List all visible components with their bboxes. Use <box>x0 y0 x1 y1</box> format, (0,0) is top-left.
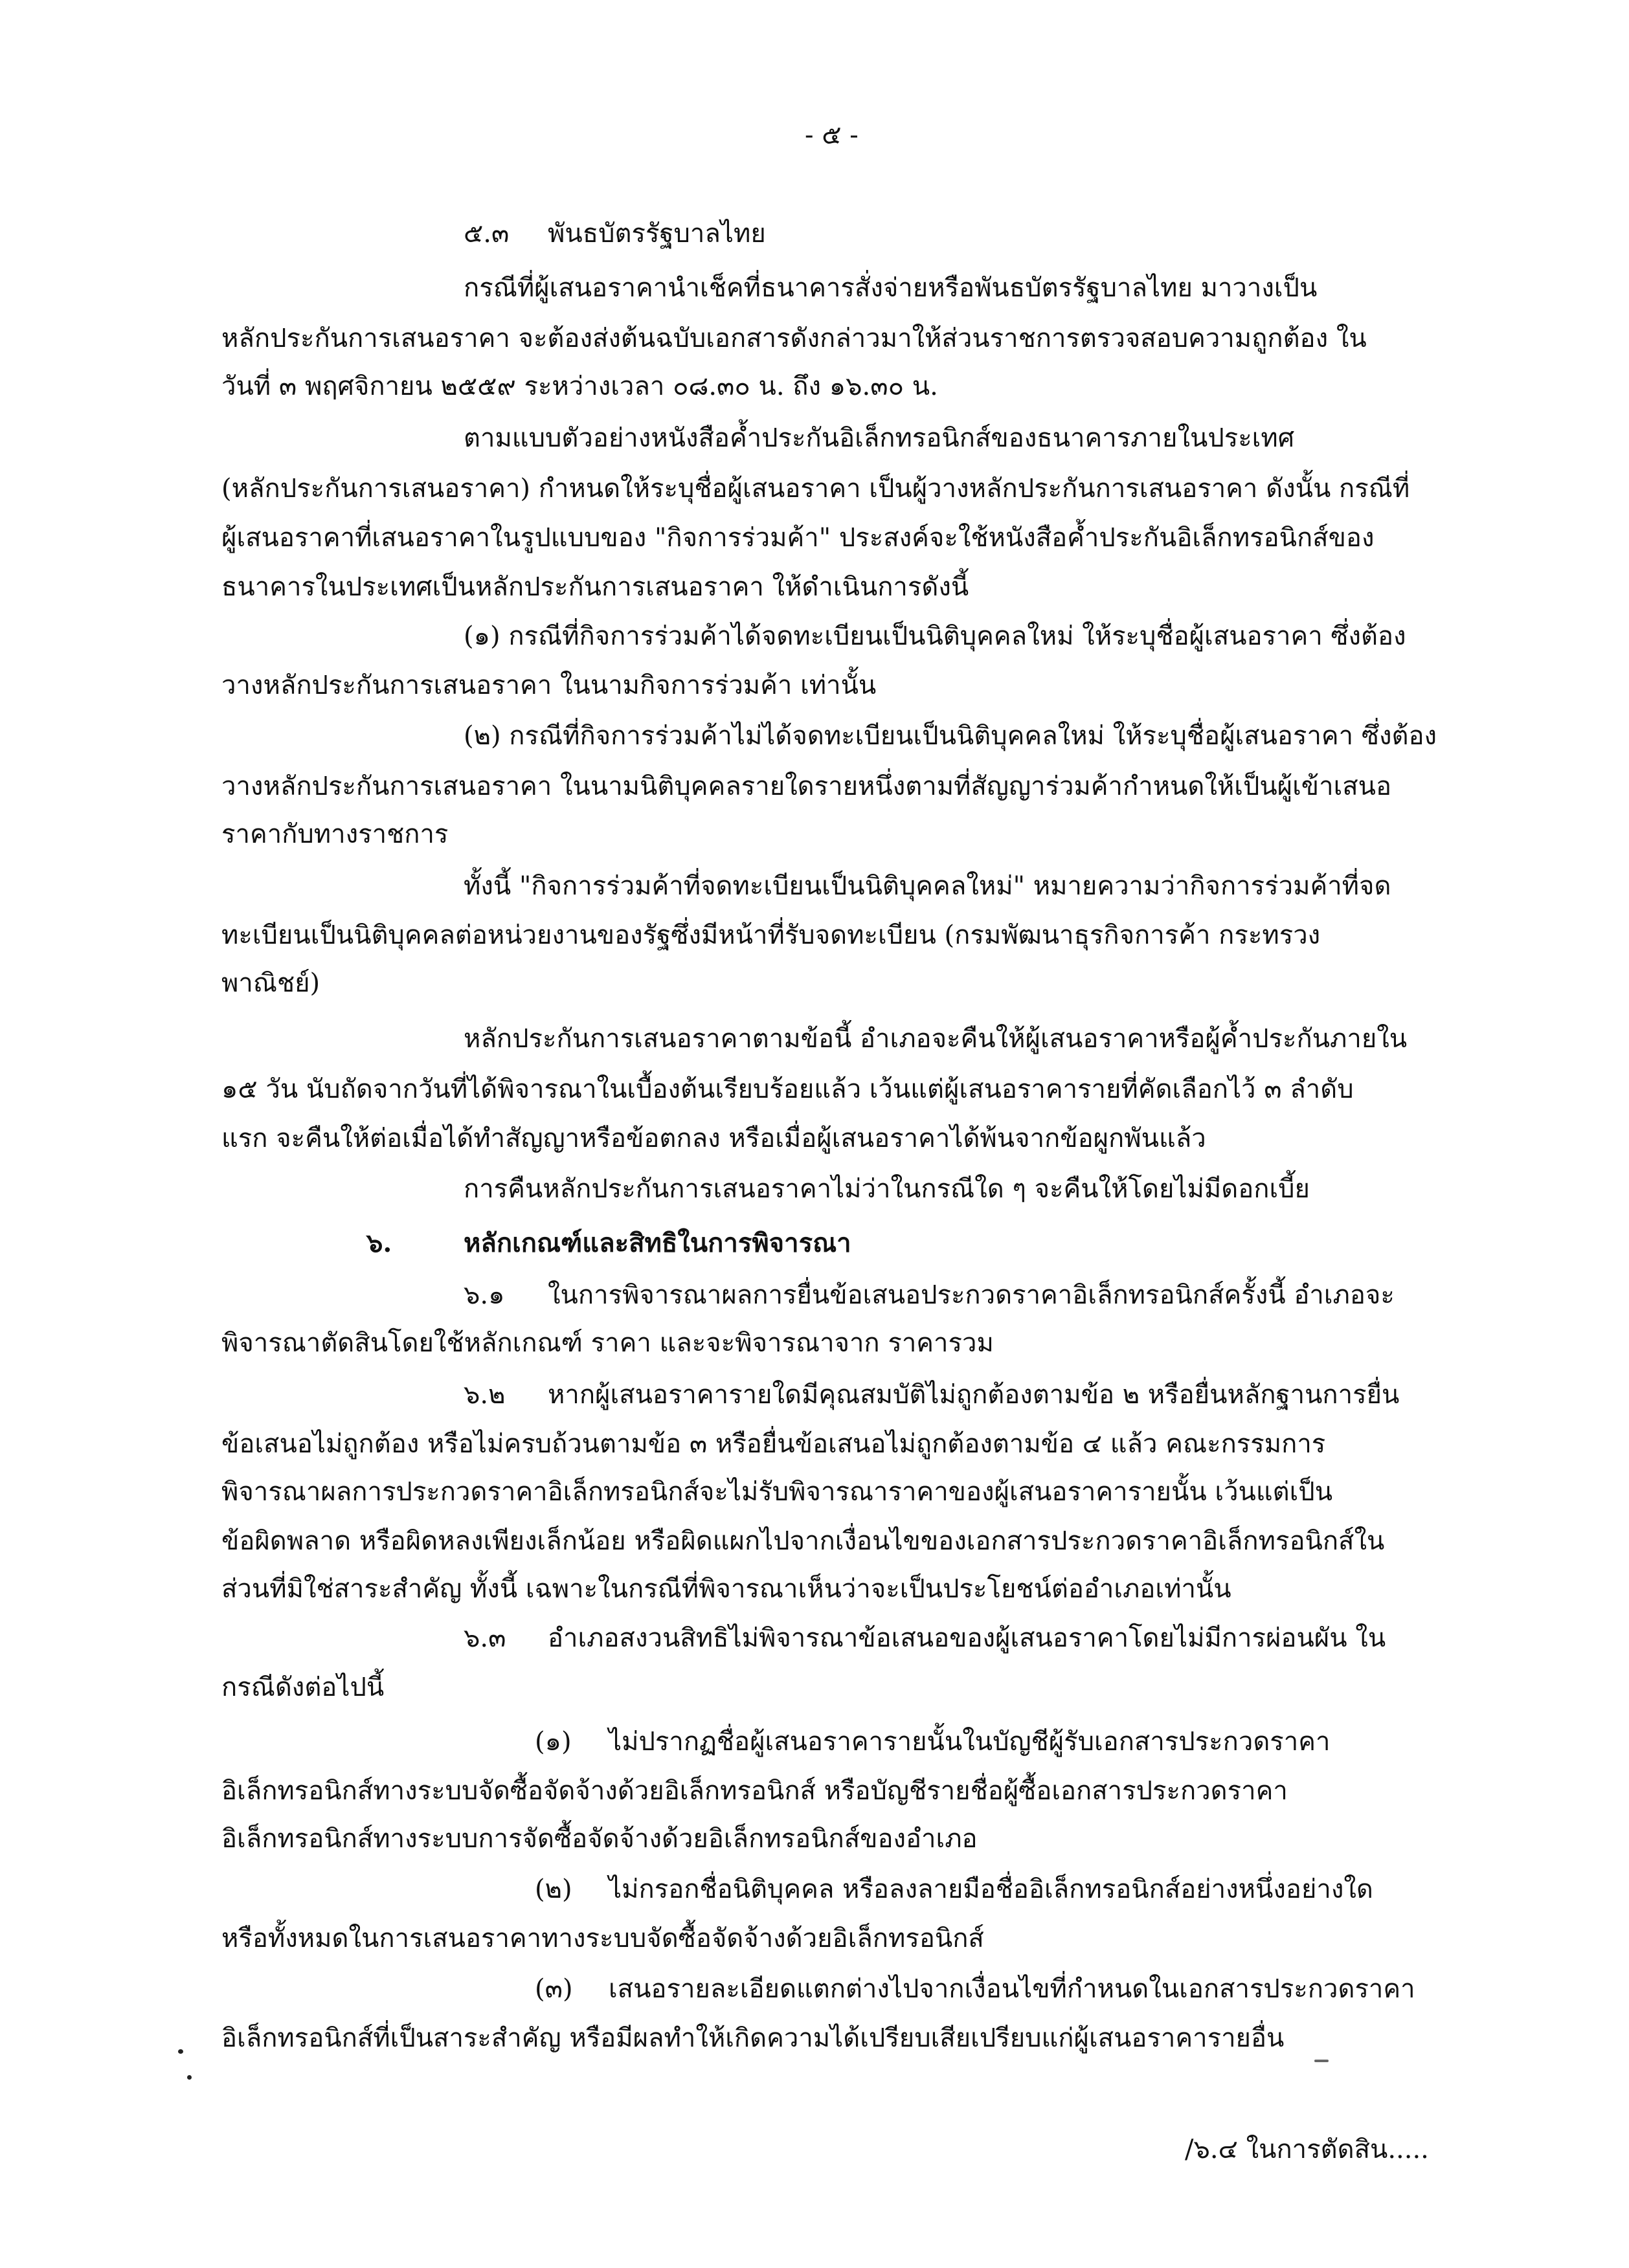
paragraph-line: พิจารณาตัดสินโดยใช้หลักเกณฑ์ ราคา และจะพิจารณาจาก ราคารวม <box>221 1328 994 1358</box>
scan-speck <box>187 2075 192 2080</box>
clause-number: (๒) <box>535 1874 572 1904</box>
section-title: หลักเกณฑ์และสิทธิในการพิจารณา <box>464 1228 851 1258</box>
section-number: ๕.๓ <box>464 219 510 249</box>
paragraph-line: พาณิชย์) <box>221 968 320 998</box>
list-item: (๑) กรณีที่กิจการร่วมค้าได้จดทะเบียนเป็นนิติบุคคลใหม่ ให้ระบุชื่อผู้เสนอราคา ซึ่งต้อง <box>464 621 1406 651</box>
list-item: วางหลักประกันการเสนอราคา ในนามนิติบุคคลรายใดรายหนึ่งตามที่สัญญาร่วมค้ากำหนดให้เป็นผู้เข้าเสนอ <box>221 772 1392 801</box>
paragraph-line: หลักประกันการเสนอราคาตามข้อนี้ อำเภอจะคืนให้ผู้เสนอราคาหรือผู้ค้ำประกันภายใน <box>464 1024 1408 1054</box>
paragraph-line: ผู้เสนอราคาที่เสนอราคาในรูปแบบของ "กิจการร่วมค้า" ประสงค์จะใช้หนังสือค้ำประกันอิเล็กทรอนิกส์ของ <box>221 523 1375 553</box>
clause-line: เสนอรายละเอียดแตกต่างไปจากเงื่อนไขที่กำหนดในเอกสารประกวดราคา <box>609 1974 1415 2004</box>
paragraph-line: ทะเบียนเป็นนิติบุคคลต่อหน่วยงานของรัฐซึ่งมีหน้าที่รับจดทะเบียน (กรมพัฒนาธุรกิจการค้า กระทรวง <box>221 920 1321 950</box>
clause-line: อิเล็กทรอนิกส์ทางระบบการจัดซื้อจัดจ้างด้วยอิเล็กทรอนิกส์ของอำเภอ <box>221 1824 978 1854</box>
page-number: - ๕ - <box>805 120 859 150</box>
clause-line: หรือทั้งหมดในการเสนอราคาทางระบบจัดซื้อจัดจ้างด้วยอิเล็กทรอนิกส์ <box>221 1924 984 1953</box>
clause-line: อิเล็กทรอนิกส์ทางระบบจัดซื้อจัดจ้างด้วยอิเล็กทรอนิกส์ หรือบัญชีรายชื่อผู้ซื้อเอกสารประกวดราคา <box>221 1776 1288 1806</box>
paragraph-line: ในการพิจารณาผลการยื่นข้อเสนอประกวดราคาอิเล็กทรอนิกส์ครั้งนี้ อำเภอจะ <box>548 1280 1395 1310</box>
paragraph-line: กรณีดังต่อไปนี้ <box>221 1673 385 1702</box>
paragraph-line: (หลักประกันการเสนอราคา) กำหนดให้ระบุชื่อผู้เสนอราคา เป็นผู้วางหลักประกันการเสนอราคา ดังนั้น กรณีที่ <box>221 474 1410 504</box>
list-item: ราคากับทางราชการ <box>221 819 449 849</box>
continuation-note: /๖.๔ ในการตัดสิน..... <box>1185 2135 1429 2164</box>
paragraph-line: แรก จะคืนให้ต่อเมื่อได้ทำสัญญาหรือข้อตกลง หรือเมื่อผู้เสนอราคาได้พ้นจากข้อผูกพันแล้ว <box>221 1124 1206 1153</box>
paragraph-line: ทั้งนี้ "กิจการร่วมค้าที่จดทะเบียนเป็นนิติบุคคลใหม่" หมายความว่ากิจการร่วมค้าที่จด <box>464 871 1391 901</box>
paragraph-line: ตามแบบตัวอย่างหนังสือค้ำประกันอิเล็กทรอนิกส์ของธนาคารภายในประเทศ <box>464 423 1295 453</box>
paragraph-line: หากผู้เสนอราคารายใดมีคุณสมบัติไม่ถูกต้องตามข้อ ๒ หรือยื่นหลักฐานการยื่น <box>548 1380 1400 1410</box>
paragraph-line: ๑๕ วัน นับถัดจากวันที่ได้พิจารณาในเบื้องต้นเรียบร้อยแล้ว เว้นแต่ผู้เสนอราคารายที่คัดเลือกไว้ ๓ ลำดับ <box>221 1074 1354 1104</box>
paragraph-line: หลักประกันการเสนอราคา จะต้องส่งต้นฉบับเอกสารดังกล่าวมาให้ส่วนราชการตรวจสอบความถูกต้อง ใน <box>221 324 1367 353</box>
subsection-number: ๖.๑ <box>464 1280 505 1310</box>
list-item: วางหลักประกันการเสนอราคา ในนามกิจการร่วมค้า เท่านั้น <box>221 671 877 700</box>
paragraph-line: กรณีที่ผู้เสนอราคานำเช็คที่ธนาคารสั่งจ่ายหรือพันธบัตรรัฐบาลไทย มาวางเป็น <box>464 273 1318 303</box>
paragraph-line: ธนาคารในประเทศเป็นหลักประกันการเสนอราคา ให้ดำเนินการดังนี้ <box>221 572 969 602</box>
paragraph-line: ข้อผิดพลาด หรือผิดหลงเพียงเล็กน้อย หรือผิดแผกไปจากเงื่อนไขของเอกสารประกวดราคาอิเล็กทรอนิกส์ใน <box>221 1526 1385 1556</box>
paragraph-line: ส่วนที่มิใช่สาระสำคัญ ทั้งนี้ เฉพาะในกรณีที่พิจารณาเห็นว่าจะเป็นประโยชน์ต่ออำเภอเท่านั้น <box>221 1574 1231 1604</box>
clause-number: (๓) <box>535 1974 573 2004</box>
clause-line: ไม่ปรากฏชื่อผู้เสนอราคารายนั้นในบัญชีผู้รับเอกสารประกวดราคา <box>609 1727 1331 1757</box>
paragraph-line: การคืนหลักประกันการเสนอราคาไม่ว่าในกรณีใด ๆ จะคืนให้โดยไม่มีดอกเบี้ย <box>464 1174 1310 1204</box>
clause-number: (๑) <box>535 1727 572 1757</box>
paragraph-line: พิจารณาผลการประกวดราคาอิเล็กทรอนิกส์จะไม่รับพิจารณาราคาของผู้เสนอราคารายนั้น เว้นแต่เป็น <box>221 1477 1333 1507</box>
paragraph-line: อำเภอสงวนสิทธิไม่พิจารณาข้อเสนอของผู้เสนอราคาโดยไม่มีการผ่อนผัน ใน <box>548 1623 1386 1653</box>
paragraph-line: ข้อเสนอไม่ถูกต้อง หรือไม่ครบถ้วนตามข้อ ๓ หรือยื่นข้อเสนอไม่ถูกต้องตามข้อ ๔ แล้ว คณะกรรมการ <box>221 1429 1326 1459</box>
subsection-number: ๖.๓ <box>464 1623 506 1653</box>
scan-speck <box>1314 2060 1329 2062</box>
subsection-number: ๖.๒ <box>464 1380 506 1410</box>
scan-speck <box>178 2049 183 2054</box>
list-item: (๒) กรณีที่กิจการร่วมค้าไม่ได้จดทะเบียนเป็นนิติบุคคลใหม่ ให้ระบุชื่อผู้เสนอราคา ซึ่งต้อง <box>464 721 1437 751</box>
clause-line: อิเล็กทรอนิกส์ที่เป็นสาระสำคัญ หรือมีผลทำให้เกิดความได้เปรียบเสียเปรียบแก่ผู้เสนอราคารายอื่น <box>221 2023 1285 2053</box>
paragraph-line: วันที่ ๓ พฤศจิกายน ๒๕๕๙ ระหว่างเวลา ๐๘.๓๐ น. ถึง ๑๖.๓๐ น. <box>221 372 938 401</box>
section-number: ๖. <box>366 1228 392 1258</box>
clause-line: ไม่กรอกชื่อนิติบุคคล หรือลงลายมือชื่ออิเล็กทรอนิกส์อย่างหนึ่งอย่างใด <box>609 1874 1373 1904</box>
section-title: พันธบัตรรัฐบาลไทย <box>548 219 766 249</box>
